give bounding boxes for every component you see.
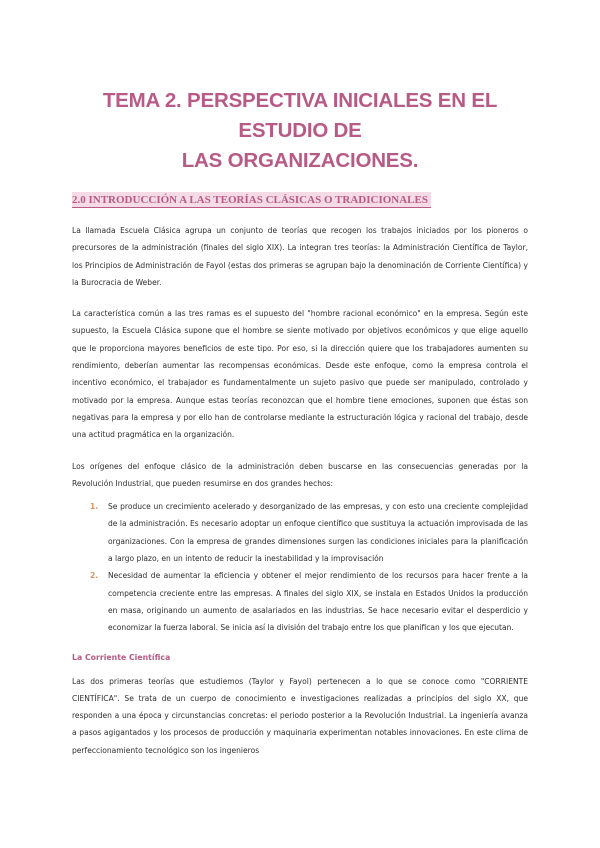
page-title [72,0,528,176]
list-item [72,567,528,636]
title-line-1: TEMA 2. PERSPECTIVA INICIALES EN EL ESTUDIO DE [102,89,498,142]
section-heading: 2.0 INTRODUCCIÓN A LAS TEORÍAS CLÁSICAS O TRADICIONALES [72,192,431,208]
paragraph-2: La característica común a las tres ramas es el supuesto del "hombre racional económico" en la empresa. Según este supuesto, la Escuela Clásica supone que el hombre se siente motivado por objetivos económicos y que elige aquello que le proporciona mayores beneficios de este tipo. Por eso, si la dirección quiere que los trabajadores aumenten su rendimiento, deberían aumentar las recompensas económicas. Desde este enfoque, como la empresa controla el incentivo económico, el trabajador es fundamentalmente un sujeto pasivo que puede ser manipulado, controlado y motivado por la empresa. Aunque estas teorías reconozcan que el hombre tiene emociones, suponen que éstas son negativas para la empresa y por ello han de controlarse mediante la estructuración lógica y racional del trabajo, desde una actitud pragmática en la organización. [72,309,528,440]
list-item [72,498,528,567]
title-line-2: LAS ORGANIZACIONES. [181,149,419,172]
paragraph-1: La llamada Escuela Clásica agrupa un conjunto de teorías que recogen los trabajos iniciados por los pioneros o precursores de la administración (finales del siglo XIX). La integran tres teorías: la Administración Científica de Taylor, los Principios de Administración de Fayol (estas dos primeras se agrupan bajo la denominación de Corriente Científica) y la Burocracia de Weber. [72,226,528,287]
list-item-text: Necesidad de aumentar la eficiencia y obtener el mejor rendimiento de los recursos para hacer frente a la competencia creciente entre las empresas. A finales del siglo XIX, se instala en Estados Unidos la producción en masa, originando un aumento de asalariados en las industrias. Se hace necesario evitar el desperdicio y economizar la fuerza laboral. Se inicia así la división del trabajo entre los que planifican y los que ejecutan. [108,571,528,633]
facts-list [72,498,528,636]
paragraph-4: Las dos primeras teorías que estudiemos (Taylor y Fayol) pertenecen a lo que se conoce como "CORRIENTE CIENTÍFICA". Se trata de un cuerpo de conocimiento e investigaciones realizadas a principios del siglo XX, que responden a una época y circunstancias concretas: el periodo posterior a la Revolución Industrial. La ingeniería avanza a pasos agigantados y los procesos de producción y maquinaria experimentan notables innovaciones. En este clima de perfeccionamiento tecnológico son los ingenieros [72,676,528,755]
paragraph-3: Los orígenes del enfoque clásico de la administración deben buscarse en las consecuencias generadas por la Revolución Industrial, que pueden resumirse en dos grandes hechos: [72,461,528,488]
list-item-text: Se produce un crecimiento acelerado y desorganizado de las empresas, y con esto una creciente complejidad de la administración. Es necesario adoptar un enfoque científico que sustituya la actuación improvisada de las organizaciones. Con la empresa de grandes dimensiones surgen las condiciones iniciales para la planificación a largo plazo, en un intento de reducir la inestabilidad y la improvisación [108,502,528,564]
list-number: 2. [90,571,99,581]
subheading-corriente-cientifica: La Corriente Científica [72,652,171,662]
list-number: 1. [90,502,99,512]
